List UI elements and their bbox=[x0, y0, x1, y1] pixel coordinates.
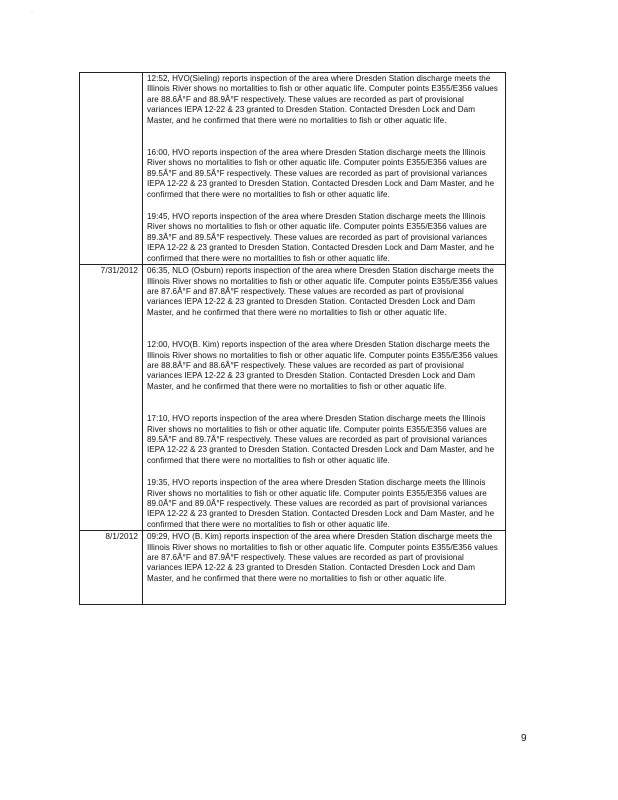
entries-cell bbox=[143, 265, 505, 530]
date-cell bbox=[80, 73, 143, 264]
page-number: 9 bbox=[521, 733, 527, 744]
log-entry: 09:29, HVO (B. Kim) reports inspection of the area where Dresden Station discharge meets the Illinois River shows no mortalities to fish or other aquatic life. Computer points E355/E356 values are 87.6Â°F and 87.9Â°F respectively. These values are recorded as part of provisional variances IEPA 12-22 & 23 granted to Dresden Station. Contacted Dresden Lock and Dam Master, and he confirmed that there were no mortalities to fish or other aquatic life. bbox=[147, 532, 498, 583]
inspection-log-table bbox=[79, 72, 506, 605]
date-cell: 8/1/2012 bbox=[80, 531, 143, 604]
entries-cell bbox=[143, 531, 505, 604]
log-entry: 06:35, NLO (Osburn) reports inspection of the area where Dresden Station discharge meets the Illinois River shows no mortalities to fish or other aquatic life. Computer points E355/E356 values are 87.6Â°F and 87.8Â°F respectively. These values are recorded as part of provisional variances IEPA 12-22 & 23 granted to Dresden Station. Contacted Dresden Lock and Dam Master, and he confirmed that there were no mortalities to fish or other aquatic life. bbox=[147, 266, 498, 317]
table-row bbox=[80, 530, 505, 604]
log-entry: 12:52, HVO(Sieling) reports inspection of the area where Dresden Station discharge meets the Illinois River shows no mortalities to fish or other aquatic life. Computer points E355/E356 values are 88.6Â°F and 88.9Â°F respectively. These values are recorded as part of provisional variances IEPA 12-22 & 23 granted to Dresden Station. Contacted Dresden Lock and Dam Master, and he confirmed that there were no mortalities to fish or other aquatic life. bbox=[147, 74, 498, 125]
table-row bbox=[80, 73, 505, 264]
log-entry: 16:00, HVO reports inspection of the area where Dresden Station discharge meets the Illinois River shows no mortalities to fish or other aquatic life. Computer points E355/E356 values are 89.5Â°F and 89.5Â°F respectively. These values are recorded as part of provisional variances IEPA 12-22 & 23 granted to Dresden Station. Contacted Dresden Lock and Dam Master, and he confirmed that there were no mortalities to fish or other aquatic life. bbox=[147, 148, 495, 199]
log-entry: 12:00, HVO(B. Kim) reports inspection of the area where Dresden Station discharge meets the Illinois River shows no mortalities to fish or other aquatic life. Computer points E355/E356 values are 88.8Â°F and 88.6Â°F respectively. These values are recorded as part of provisional variances IEPA 12-22 & 23 granted to Dresden Station. Contacted Dresden Lock and Dam Master, and he confirmed that there were no mortalities to fish or other aquatic life. bbox=[147, 340, 498, 391]
date-cell: 7/31/2012 bbox=[80, 265, 143, 530]
log-entry: 17:10, HVO reports inspection of the area where Dresden Station discharge meets the Illinois River shows no mortalities to fish or other aquatic life. Computer points E355/E356 values are 89.5Â°F and 89.7Â°F respectively. These values are recorded as part of provisional variances IEPA 12-22 & 23 granted to Dresden Station. Contacted Dresden Lock and Dam Master, and he confirmed that there were no mortalities to fish or other aquatic life. bbox=[147, 414, 495, 465]
row-spacer bbox=[147, 584, 501, 604]
log-entry: 19:45, HVO reports inspection of the area where Dresden Station discharge meets the Illinois River shows no mortalities to fish or other aquatic life. Computer points E355/E356 values are 89.3Â°F and 89.5Â°F respectively. These values are recorded as part of provisional variances IEPA 12-22 & 23 granted to Dresden Station. Contacted Dresden Lock and Dam Master, and he confirmed that there were no mortalities to fish or other aquatic life. bbox=[147, 212, 495, 263]
table-row bbox=[80, 264, 505, 530]
log-entry: 19:35, HVO reports inspection of the area where Dresden Station discharge meets the Illinois River shows no mortalities to fish or other aquatic life. Computer points E355/E356 values are 89.0Â°F and 89.0Â°F respectively. These values are recorded as part of provisional variances IEPA 12-22 & 23 granted to Dresden Station. Contacted Dresden Lock and Dam Master, and he confirmed that there were no mortalities to fish or other aquatic life. bbox=[147, 478, 495, 529]
scan-speck: · bbox=[31, 10, 33, 16]
entries-cell bbox=[143, 73, 505, 264]
